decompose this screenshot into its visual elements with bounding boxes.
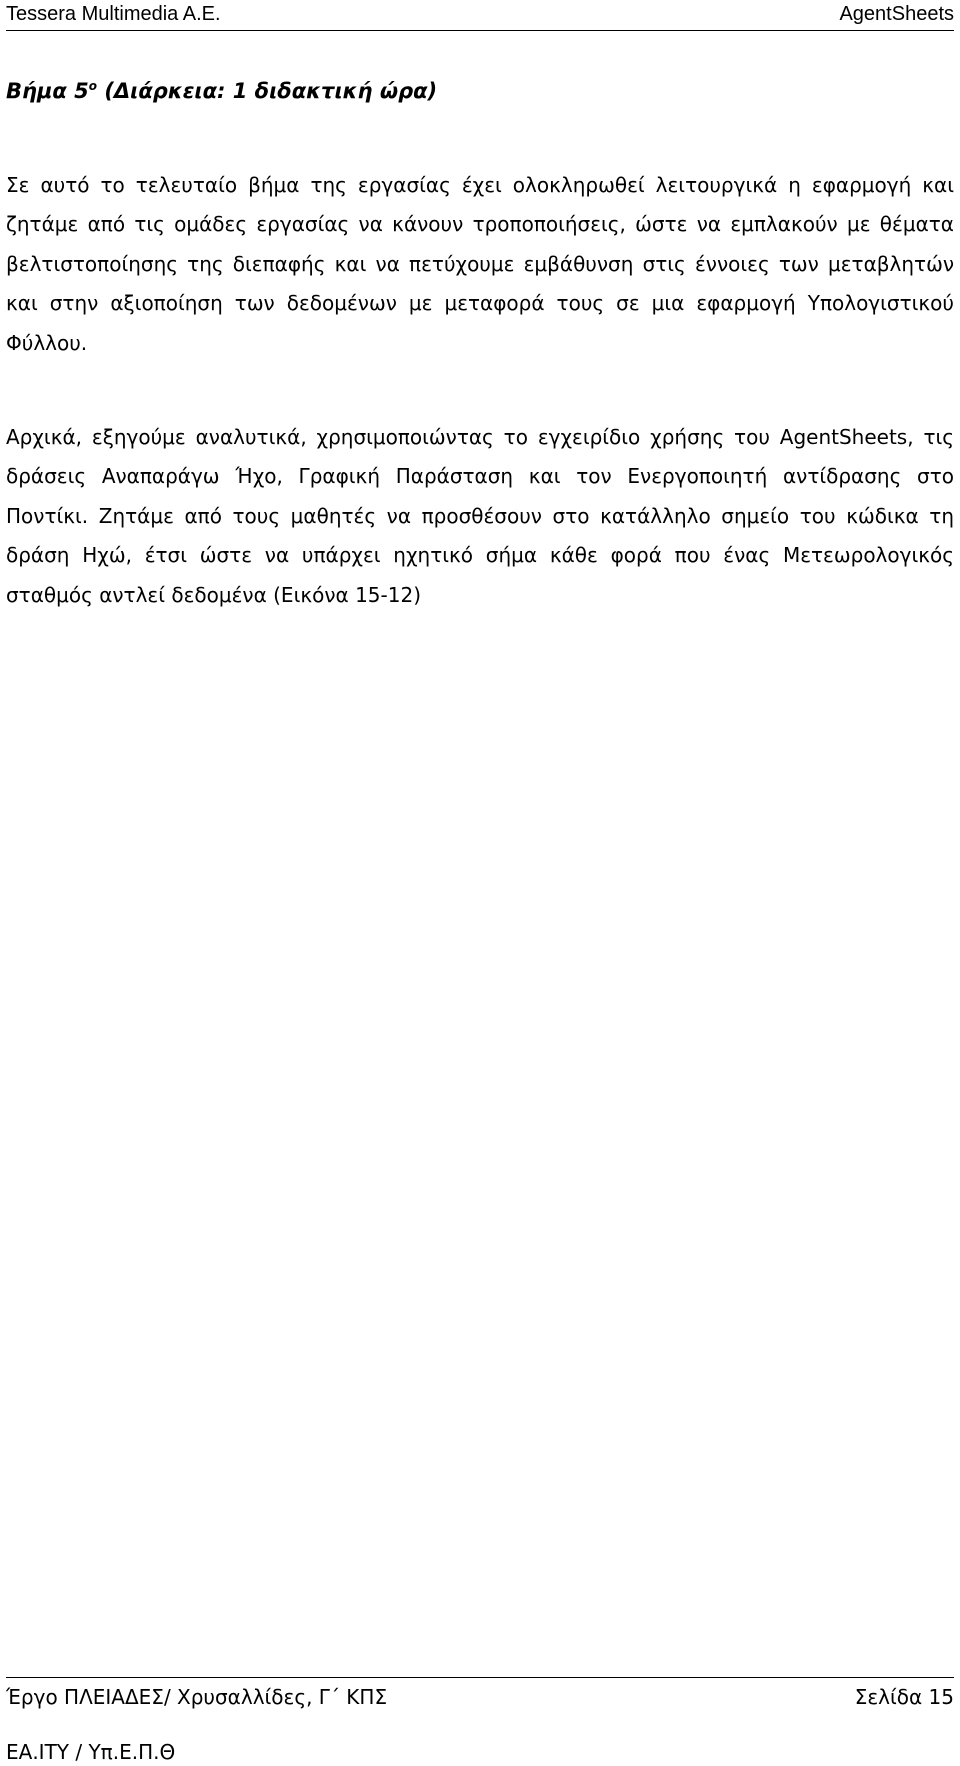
header-product: AgentSheets — [839, 3, 954, 25]
paragraph-instructions: Αρχικά, εξηγούμε αναλυτικά, χρησιμοποιώντας το εγχειρίδιο χρήσης του AgentSheets, τις δράσεις Αναπαράγω Ήχο, Γραφική Παράσταση και τον Ενεργοποιητή αντίδρασης στο Ποντίκι. Ζητάμε από τους μαθητές να προσθέσουν στο κατάλληλο σημείο του κώδικα τη δράση Ηχώ, έτσι ώστε να υπάρχει ηχητικό σήμα κάθε φορά που ένας Μετεωρολογικός σταθμός αντλεί δεδομένα (Εικόνα 15-12) — [6, 425, 954, 607]
step-heading-prefix: Βήμα 5 — [6, 79, 89, 103]
footer-organization: ΕΑ.ΙΤΥ / Υπ.Ε.Π.Θ — [6, 1740, 176, 1764]
page-footer — [6, 1677, 954, 1712]
step-heading-duration: (Διάρκεια: 1 διδακτική ώρα) — [97, 79, 438, 103]
header-company: Tessera Multimedia A.E. — [6, 3, 221, 25]
footer-project: Έργο ΠΛΕΙΑΔΕΣ/ Χρυσαλλίδες, Γ΄ ΚΠΣ — [6, 1685, 388, 1709]
footer-page-number: Σελίδα 15 — [854, 1685, 954, 1709]
paragraph-intro: Σε αυτό το τελευταίο βήμα της εργασίας έχει ολοκληρωθεί λειτουργικά η εφαρμογή και ζητάμε από τις ομάδες εργασίας να κάνουν τροποποιήσεις, ώστε να εμπλακούν με θέματα βελτιστοποίησης της διεπαφής και να πετύχουμε εμβάθυνση στις έννοιες των μεταβλητών και στην αξιοποίηση των δεδομένων με μεταφορά τους σε μια εφαρμογή Υπολογιστικού Φύλλου. — [6, 173, 954, 355]
step-heading-superscript: ο — [88, 79, 98, 93]
page-header — [6, 0, 954, 31]
step-heading — [6, 76, 437, 106]
